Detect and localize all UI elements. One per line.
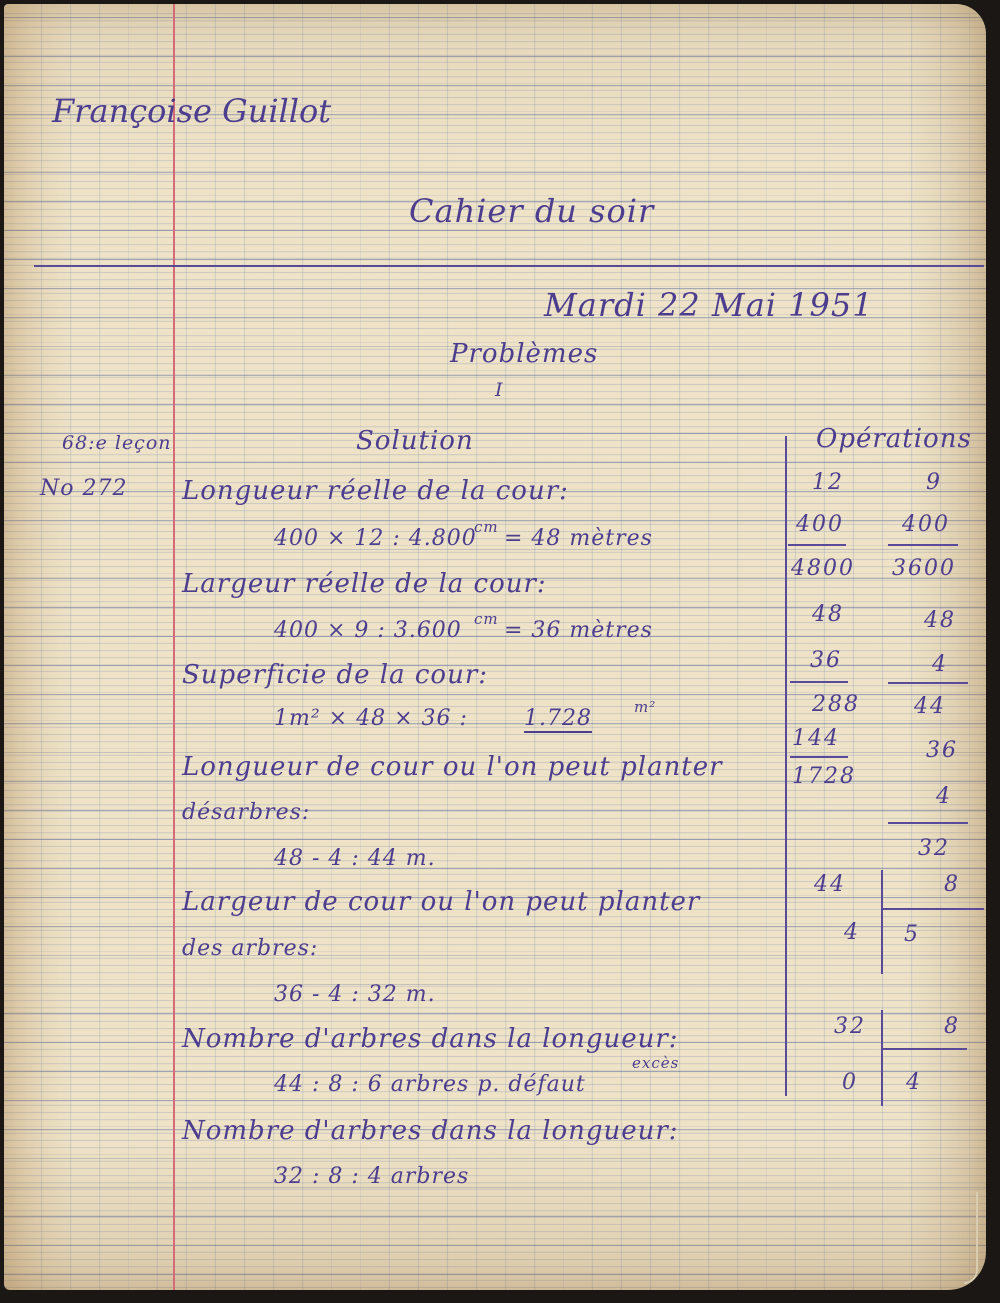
solution-line: désarbres:: [182, 800, 311, 825]
subsection-mark: I: [495, 379, 504, 401]
operation-number: 8: [944, 872, 960, 897]
notebook-page: [4, 4, 986, 1290]
division-bar: [881, 1048, 967, 1050]
operation-number: 400: [796, 512, 844, 537]
operation-number: 3600: [892, 556, 956, 581]
operation-number: 4: [906, 1070, 922, 1095]
operation-number: 12: [812, 470, 844, 495]
division-bar: [881, 1010, 883, 1106]
signature: Françoise Guillot: [52, 92, 332, 130]
page-title: Cahier du soir: [409, 192, 655, 230]
solution-line: = 48 mètres: [504, 526, 653, 551]
correction-word: excès: [632, 1054, 680, 1072]
subtraction-line: [888, 682, 968, 684]
lesson-number: 68:e leçon: [62, 432, 172, 454]
sum-line: [788, 544, 846, 546]
solution-line: 48 - 4 : 44 m.: [274, 846, 436, 871]
operation-number: 1728: [792, 764, 856, 789]
sum-line: [888, 544, 958, 546]
operation-number: 144: [792, 726, 840, 751]
solution-line: Longueur de cour ou l'on peut planter: [182, 752, 723, 782]
solution-heading: Solution: [356, 426, 474, 456]
solution-line: Superficie de la cour:: [182, 660, 489, 690]
operation-number: 0: [842, 1070, 858, 1095]
operations-heading: Opérations: [816, 424, 972, 454]
operation-number: 44: [914, 694, 946, 719]
operation-number: 36: [810, 648, 842, 673]
operation-number: 4: [844, 920, 860, 945]
operation-number: 32: [918, 836, 950, 861]
sum-line: [790, 681, 848, 683]
operation-number: 9: [926, 470, 942, 495]
operations-divider: [785, 436, 787, 1096]
unit-superscript: cm: [474, 610, 499, 628]
operation-number: 4: [936, 784, 952, 809]
problem-number: No 272: [40, 476, 128, 501]
red-margin-line: [173, 4, 175, 1290]
title-underline: [34, 265, 984, 267]
solution-line: 400 × 12 : 4.800: [274, 526, 477, 551]
date: Mardi 22 Mai 1951: [544, 286, 874, 324]
solution-line: 400 × 9 : 3.600: [274, 618, 462, 643]
solution-line: 32 : 8 : 4 arbres: [274, 1164, 470, 1189]
division-bar: [881, 908, 984, 910]
subtraction-line: [888, 822, 968, 824]
operation-number: 5: [904, 922, 920, 947]
solution-line: 44 : 8 : 6 arbres p. défaut: [274, 1072, 586, 1097]
section-heading: Problèmes: [450, 339, 599, 369]
operation-number: 32: [834, 1014, 866, 1039]
operation-number: 4: [932, 652, 948, 677]
division-bar: [881, 870, 883, 974]
operation-number: 48: [924, 608, 956, 633]
unit-superscript: m²: [634, 698, 657, 716]
solution-line: Largeur de cour ou l'on peut planter: [182, 887, 701, 917]
solution-line: 36 - 4 : 32 m.: [274, 982, 436, 1007]
solution-line: Nombre d'arbres dans la longueur:: [182, 1116, 679, 1146]
result-underlined: 1.728: [524, 706, 592, 731]
operation-number: 8: [944, 1014, 960, 1039]
operation-number: 400: [902, 512, 950, 537]
page-curl: [964, 1192, 978, 1284]
operation-number: 36: [926, 738, 958, 763]
operation-number: 44: [814, 872, 846, 897]
solution-line: = 36 mètres: [504, 618, 653, 643]
solution-line: des arbres:: [182, 936, 319, 961]
sum-line: [790, 756, 848, 758]
unit-superscript: cm: [474, 518, 499, 536]
solution-line: Longueur réelle de la cour:: [182, 476, 569, 506]
solution-line: 1m² × 48 × 36 :: [274, 706, 468, 731]
operation-number: 288: [812, 692, 860, 717]
operation-number: 48: [812, 602, 844, 627]
solution-line: Largeur réelle de la cour:: [182, 569, 547, 599]
solution-line: Nombre d'arbres dans la longueur:: [182, 1024, 679, 1054]
operation-number: 4800: [791, 556, 855, 581]
